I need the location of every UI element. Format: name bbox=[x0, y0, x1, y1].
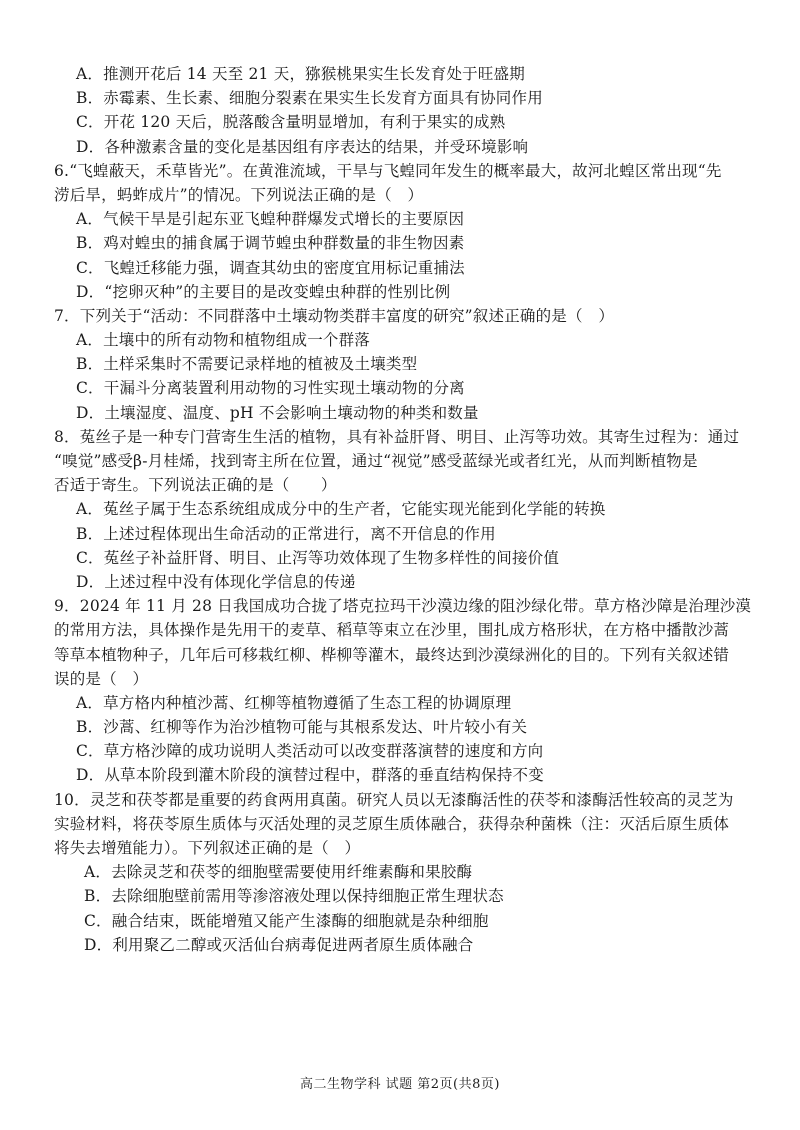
q9-option-a: A．草方格内种植沙蒿、红柳等植物遵循了生态工程的协调原理 bbox=[76, 693, 512, 712]
q9-stem-line-3: 等草本植物种子，几年后可移栽红柳、桦柳等灌木，最终达到沙漠绿洲化的目的。下列有关叙述错 bbox=[54, 645, 730, 664]
q10-option-a: A．去除灵芝和茯苓的细胞壁需要使用纤维素酶和果胶酶 bbox=[84, 863, 473, 882]
q7-option-a: A．土壤中的所有动物和植物组成一个群落 bbox=[76, 331, 370, 350]
exam-page bbox=[0, 62, 800, 957]
q8-option-c: C．菟丝子补益肝肾、明目、止泻等功效体现了生物多样性的间接价值 bbox=[76, 548, 560, 567]
question-5-options bbox=[0, 62, 800, 159]
question-9 bbox=[0, 594, 800, 788]
q9-option-c: C．草方格沙障的成功说明人类活动可以改变群落演替的速度和方向 bbox=[76, 742, 544, 761]
q10-option-d: D．利用聚乙二醇或灭活仙台病毒促进两者原生质体融合 bbox=[84, 935, 474, 954]
q5-option-c: C．开花 120 天后，脱落酸含量明显增加，有利于果实的成熟 bbox=[76, 113, 506, 132]
question-7 bbox=[0, 304, 800, 425]
q7-stem-line-1: 7．下列关于“活动：不同群落中土壤动物类群丰富度的研究”叙述正确的是（ ） bbox=[54, 306, 615, 325]
q8-option-a: A．菟丝子属于生态系统组成成分中的生产者，它能实现光能到化学能的转换 bbox=[76, 500, 606, 519]
q8-stem-line-3: 否适于寄生。下列说法正确的是（ ） bbox=[54, 476, 337, 495]
q8-stem-line-2: “嗅觉”感受β-月桂烯，找到寄主所在位置，通过“视觉”感受蓝绿光或者红光，从而判断植物是 bbox=[54, 452, 698, 470]
q6-option-c: C．飞蝗迁移能力强，调查其幼虫的密度宜用标记重捕法 bbox=[76, 258, 465, 277]
q7-option-c: C．干漏斗分离装置利用动物的习性实现土壤动物的分离 bbox=[76, 379, 465, 398]
q6-option-d: D．“挖卵灭种”的主要目的是改变蝗虫种群的性别比例 bbox=[76, 282, 451, 301]
question-8 bbox=[0, 425, 800, 594]
q7-option-b: B．土样采集时不需要记录样地的植被及土壤类型 bbox=[76, 355, 418, 374]
q9-option-d: D．从草本阶段到灌木阶段的演替过程中，群落的垂直结构保持不变 bbox=[76, 766, 544, 785]
q9-stem-line-4: 误的是（ ） bbox=[54, 669, 149, 688]
q5-option-b: B．赤霉素、生长素、细胞分裂素在果实生长发育方面具有协同作用 bbox=[76, 89, 543, 108]
q10-stem-line-2: 实验材料，将茯苓原生质体与灭活处理的灵芝原生质体融合，获得杂种菌株（注：灭活后原生质体 bbox=[54, 814, 730, 833]
q5-option-d: D．各种激素含量的变化是基因组有序表达的结果，并受环境影响 bbox=[76, 137, 529, 156]
q7-option-d: D．土壤湿度、温度、pH 不会影响土壤动物的种类和数量 bbox=[76, 403, 479, 422]
q8-stem-line-1: 8．菟丝子是一种专门营寄生生活的植物，具有补益肝肾、明目、止泻等功效。其寄生过程为：通过 bbox=[54, 427, 740, 446]
q10-option-c: C．融合结束，既能增殖又能产生漆酶的细胞就是杂种细胞 bbox=[84, 911, 489, 930]
q8-option-b: B．上述过程体现出生命活动的正常进行，离不开信息的作用 bbox=[76, 524, 496, 543]
page-footer: 高二生物学科 试题 第2页(共8页) bbox=[300, 1077, 500, 1092]
q5-option-a: A．推测开花后 14 天至 21 天，猕猴桃果实生长发育处于旺盛期 bbox=[76, 65, 525, 83]
question-6 bbox=[0, 159, 800, 304]
question-10 bbox=[0, 788, 800, 957]
q9-stem-line-1: 9．2024 年 11 月 28 日我国成功合拢了塔克拉玛干沙漠边缘的阻沙绿化带。草方格沙障是治理沙漠 bbox=[54, 597, 752, 616]
q8-option-d: D．上述过程中没有体现化学信息的传递 bbox=[76, 572, 356, 591]
q10-stem-line-3: 将失去增殖能力）。下列叙述正确的是（ ） bbox=[54, 839, 361, 857]
q6-stem-line-2: 涝后旱，蚂蚱成片”的情况。下列说法正确的是（ ） bbox=[54, 185, 424, 204]
q10-option-b: B．去除细胞壁前需用等渗溶液处理以保持细胞正常生理状态 bbox=[84, 887, 504, 906]
q9-option-b: B．沙蒿、红柳等作为治沙植物可能与其根系发达、叶片较小有关 bbox=[76, 718, 528, 737]
q6-stem-line-1: 6.“飞蝗蔽天，禾草皆光”。在黄淮流域，干旱与飞蝗同年发生的概率最大，故河北蝗区常出现“先 bbox=[54, 161, 722, 180]
q9-stem-line-2: 的常用方法，具体操作是先用干的麦草、稻草等束立在沙里，围扎成方格形状，在方格中播散沙蒿 bbox=[54, 621, 730, 640]
q10-stem-line-1: 10．灵芝和茯苓都是重要的药食两用真菌。研究人员以无漆酶活性的茯苓和漆酶活性较高的灵芝为 bbox=[54, 790, 734, 809]
q6-option-a: A．气候干旱是引起东亚飞蝗种群爆发式增长的主要原因 bbox=[76, 210, 465, 229]
q6-option-b: B．鸡对蝗虫的捕食属于调节蝗虫种群数量的非生物因素 bbox=[76, 234, 465, 253]
